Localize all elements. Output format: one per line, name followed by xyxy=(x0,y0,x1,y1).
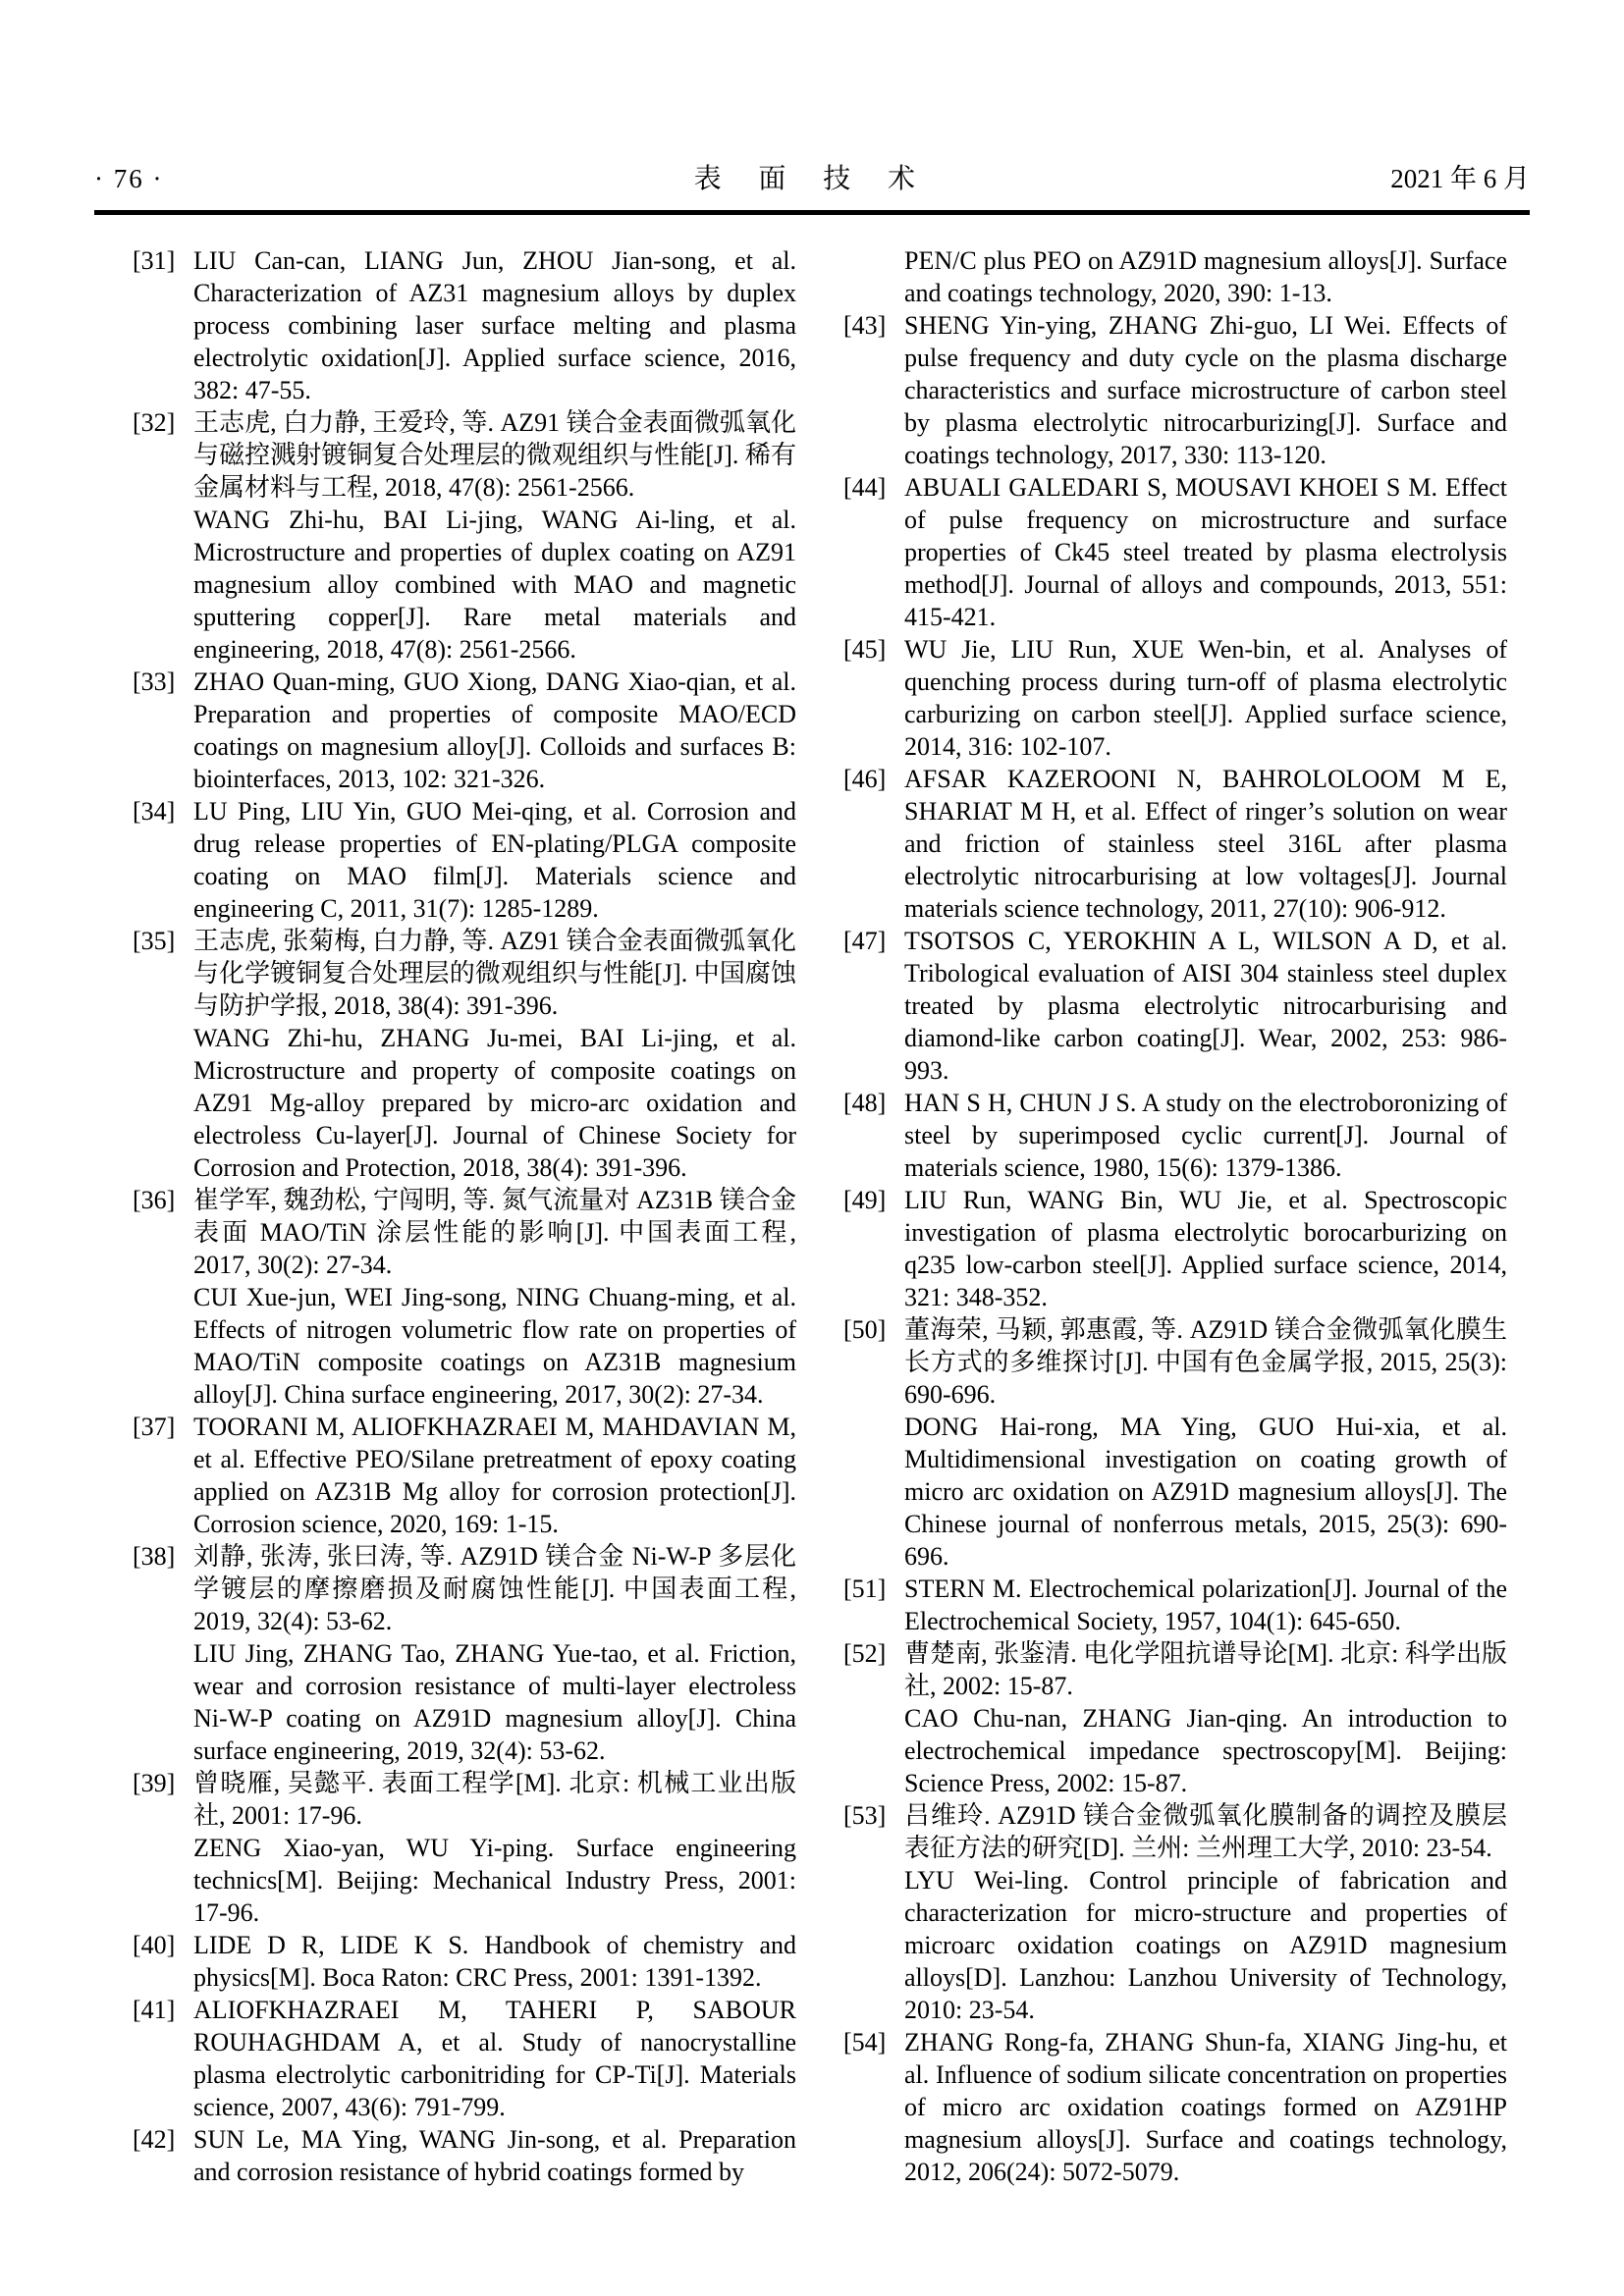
reference-body xyxy=(904,471,1507,633)
reference-text: PEN/C plus PEO on AZ91D magnesium alloys[J]. Surface and coatings technology, 2020, 390: 1-13. xyxy=(904,246,1507,307)
reference-number: [50] xyxy=(843,1315,887,1344)
reference-translation-text: CUI Xue-jun, WEI Jing-song, NING Chuang-ming, et al. Effects of nitrogen volumetric flow rate on properties of MAO/TiN composite coatings on AZ31B magnesium alloy[J]. China surface engineering, 2017, 30(2): 27-34. xyxy=(193,1283,796,1409)
reference-translation-text: LIU Jing, ZHANG Tao, ZHANG Yue-tao, et al. Friction, wear and corrosion resistance of multi-layer electroless Ni-W-P coating on AZ91D magnesium alloy[J]. China surface engineering, 2019, 32(4): 53-62. xyxy=(193,1639,796,1765)
reference-text: 吕维玲. AZ91D 镁合金微弧氧化膜制备的调控及膜层表征方法的研究[D]. 兰州: 兰州理工大学, 2010: 23-54. xyxy=(904,1801,1507,1862)
reference-body xyxy=(904,1087,1507,1184)
reference-text: ALIOFKHAZRAEI M, TAHERI P, SABOUR ROUHAGHDAM A, et al. Study of nanocrystalline plasma electrolytic carbonitriding for CP-Ti[J]. Materials science, 2007, 43(6): 791-799. xyxy=(193,1996,796,2121)
references-column-left xyxy=(133,244,796,2188)
reference-text: LIDE D R, LIDE K S. Handbook of chemistry and physics[M]. Boca Raton: CRC Press, 2001: 1391-1392. xyxy=(193,1931,796,1992)
reference-text: SUN Le, MA Ying, WANG Jin-song, et al. Preparation and corrosion resistance of hybrid coatings formed by xyxy=(193,2125,796,2186)
reference-number: [51] xyxy=(843,1575,887,1603)
reference-number: [32] xyxy=(133,408,176,437)
reference-number: [47] xyxy=(843,927,887,955)
header-rule xyxy=(94,210,1530,215)
reference-text: 曾晓雁, 吴懿平. 表面工程学[M]. 北京: 机械工业出版社, 2001: 17-96. xyxy=(193,1769,796,1830)
reference-item xyxy=(133,406,796,666)
reference-text: 刘静, 张涛, 张曰涛, 等. AZ91D 镁合金 Ni-W-P 多层化学镀层的摩擦磨损及耐腐蚀性能[J]. 中国表面工程, 2019, 32(4): 53-62. xyxy=(193,1542,796,1635)
reference-text: ABUALI GALEDARI S, MOUSAVI KHOEI S M. Effect of pulse frequency on microstructure and surface properties of Ck45 steel treated by plasma electrolysis method[J]. Journal of alloys and compounds, 2013, 551: 415-421. xyxy=(904,473,1507,631)
reference-text: 王志虎, 白力静, 王爱玲, 等. AZ91 镁合金表面微弧氧化与磁控溅射镀铜复合处理层的微观组织与性能[J]. 稀有金属材料与工程, 2018, 47(8): 2561-2566. xyxy=(193,408,796,502)
reference-number: [40] xyxy=(133,1931,176,1959)
reference-body xyxy=(193,2123,796,2188)
reference-number: [34] xyxy=(133,797,176,826)
reference-body xyxy=(193,795,796,925)
page-header xyxy=(94,157,1530,196)
reference-number: [44] xyxy=(843,473,887,502)
reference-translation-text: ZENG Xiao-yan, WU Yi-ping. Surface engineering technics[M]. Beijing: Mechanical Industry Press, 2001: 17-96. xyxy=(193,1834,796,1927)
reference-item xyxy=(843,471,1507,633)
reference-body xyxy=(193,406,796,666)
reference-number: [31] xyxy=(133,246,176,275)
reference-text: ZHANG Rong-fa, ZHANG Shun-fa, XIANG Jing-hu, et al. Influence of sodium silicate concentration on properties of micro arc oxidation coatings formed on AZ91HP magnesium alloys[J]. Surface and coatings technology, 2012, 206(24): 5072-5079. xyxy=(904,2028,1507,2186)
reference-item xyxy=(843,1573,1507,1637)
reference-item xyxy=(843,1799,1507,2026)
reference-item xyxy=(133,1994,796,2123)
reference-item xyxy=(843,1087,1507,1184)
reference-body xyxy=(904,1799,1507,2026)
reference-text: STERN M. Electrochemical polarization[J]. Journal of the Electrochemical Society, 1957, 104(1): 645-650. xyxy=(904,1575,1507,1635)
reference-item xyxy=(843,763,1507,925)
reference-number: [37] xyxy=(133,1413,176,1441)
reference-number: [42] xyxy=(133,2125,176,2154)
reference-text: LIU Run, WANG Bin, WU Jie, et al. Spectroscopic investigation of plasma electrolytic borocarburizing on q235 low-carbon steel[J]. Applied surface science, 2014, 321: 348-352. xyxy=(904,1186,1507,1311)
reference-text: TOORANI M, ALIOFKHAZRAEI M, MAHDAVIAN M, et al. Effective PEO/Silane pretreatment of epoxy coating applied on AZ31B Mg alloy for corrosion protection[J]. Corrosion science, 2020, 169: 1-15. xyxy=(193,1413,796,1538)
reference-translation-text: DONG Hai-rong, MA Ying, GUO Hui-xia, et al. Multidimensional investigation on coating growth of micro arc oxidation on AZ91D magnesium alloys[J]. The Chinese journal of nonferrous metals, 2015, 25(3): 690-696. xyxy=(904,1413,1507,1571)
reference-text: 董海荣, 马颖, 郭惠霞, 等. AZ91D 镁合金微弧氧化膜生长方式的多维探讨[J]. 中国有色金属学报, 2015, 25(3): 690-696. xyxy=(904,1315,1507,1409)
reference-translation-text: LYU Wei-ling. Control principle of fabrication and characterization for micro-structure and properties of microarc oxidation coatings on AZ91D magnesium alloys[D]. Lanzhou: Lanzhou University of Technology, 2010: 23-54. xyxy=(904,1866,1507,2024)
reference-number: [45] xyxy=(843,635,887,664)
reference-body xyxy=(193,244,796,406)
reference-number: [48] xyxy=(843,1089,887,1117)
reference-body xyxy=(193,1184,796,1411)
reference-number: [33] xyxy=(133,667,176,696)
reference-body xyxy=(904,309,1507,471)
reference-body xyxy=(193,666,796,795)
reference-number: [46] xyxy=(843,765,887,793)
reference-item xyxy=(843,1313,1507,1573)
reference-number: [43] xyxy=(843,311,887,340)
reference-text: 曹楚南, 张鉴清. 电化学阻抗谱导论[M]. 北京: 科学出版社, 2002: 15-87. xyxy=(904,1639,1507,1700)
reference-body xyxy=(904,2026,1507,2188)
reference-translation-text: CAO Chu-nan, ZHANG Jian-qing. An introduction to electrochemical impedance spectroscopy[M]. Beijing: Science Press, 2002: 15-87. xyxy=(904,1704,1507,1797)
reference-body xyxy=(904,244,1507,309)
reference-item xyxy=(133,1411,796,1540)
reference-item xyxy=(843,309,1507,471)
reference-text: SHENG Yin-ying, ZHANG Zhi-guo, LI Wei. Effects of pulse frequency and duty cycle on the plasma discharge characteristics and surface microstructure of carbon steel by plasma electrolytic nitrocarburizing[J]. Surface and coatings technology, 2017, 330: 113-120. xyxy=(904,311,1507,469)
reference-text: 崔学军, 魏劲松, 宁闯明, 等. 氮气流量对 AZ31B 镁合金表面 MAO/TiN 涂层性能的影响[J]. 中国表面工程, 2017, 30(2): 27-34. xyxy=(193,1186,796,1279)
references-column-right xyxy=(843,244,1507,2188)
reference-item xyxy=(133,795,796,925)
reference-item xyxy=(843,2026,1507,2188)
reference-text: AFSAR KAZEROONI N, BAHROLOLOOM M E, SHARIAT M H, et al. Effect of ringer’s solution on wear and friction of stainless steel 316L after plasma electrolytic nitrocarburising at low voltages[J]. Journal materials science technology, 2011, 27(10): 906-912. xyxy=(904,765,1507,923)
reference-number: [39] xyxy=(133,1769,176,1797)
reference-item xyxy=(133,1184,796,1411)
reference-item xyxy=(133,925,796,1184)
reference-number: [36] xyxy=(133,1186,176,1214)
reference-item xyxy=(843,1637,1507,1799)
reference-item xyxy=(133,1540,796,1767)
references-section xyxy=(133,244,1507,2188)
reference-item xyxy=(133,666,796,795)
reference-item xyxy=(843,925,1507,1087)
reference-item xyxy=(133,2123,796,2188)
reference-number: [38] xyxy=(133,1542,176,1571)
reference-number: [35] xyxy=(133,927,176,955)
reference-number: [49] xyxy=(843,1186,887,1214)
reference-number: [53] xyxy=(843,1801,887,1830)
reference-item xyxy=(133,1929,796,1994)
reference-item xyxy=(843,1184,1507,1313)
reference-item xyxy=(843,633,1507,763)
issue-date: 2021 年 6 月 xyxy=(1390,164,1530,193)
reference-text: LIU Can-can, LIANG Jun, ZHOU Jian-song, et al. Characterization of AZ31 magnesium alloys by duplex process combining laser surface melting and plasma electrolytic oxidation[J]. Applied surface science, 2016, 382: 47-55. xyxy=(193,246,796,404)
reference-body xyxy=(193,1767,796,1929)
reference-body xyxy=(904,763,1507,925)
reference-item xyxy=(133,244,796,406)
reference-text: HAN S H, CHUN J S. A study on the electroboronizing of steel by superimposed cyclic current[J]. Journal of materials science, 1980, 15(6): 1379-1386. xyxy=(904,1089,1507,1182)
reference-body xyxy=(904,1313,1507,1573)
reference-text: 王志虎, 张菊梅, 白力静, 等. AZ91 镁合金表面微弧氧化与化学镀铜复合处理层的微观组织与性能[J]. 中国腐蚀与防护学报, 2018, 38(4): 391-396. xyxy=(193,927,796,1020)
reference-body xyxy=(904,1637,1507,1799)
reference-body xyxy=(193,1540,796,1767)
reference-text: WU Jie, LIU Run, XUE Wen-bin, et al. Analyses of quenching process during turn-off of plasma electrolytic carburizing on carbon steel[J]. Applied surface science, 2014, 316: 102-107. xyxy=(904,635,1507,761)
reference-body xyxy=(193,1411,796,1540)
reference-item-continuation xyxy=(843,244,1507,309)
reference-text: TSOTSOS C, YEROKHIN A L, WILSON A D, et al. Tribological evaluation of AISI 304 stainless steel duplex treated by plasma electrolytic nitrocarburising and diamond-like carbon coating[J]. Wear, 2002, 253: 986-993. xyxy=(904,927,1507,1085)
reference-number: [54] xyxy=(843,2028,887,2056)
reference-number: [52] xyxy=(843,1639,887,1668)
reference-body xyxy=(904,633,1507,763)
reference-number: [41] xyxy=(133,1996,176,2024)
reference-body xyxy=(193,1994,796,2123)
reference-body xyxy=(193,925,796,1184)
page-number: · 76 · xyxy=(94,164,164,193)
journal-title: 表 面 技 术 xyxy=(693,164,931,194)
reference-text: ZHAO Quan-ming, GUO Xiong, DANG Xiao-qian, et al. Preparation and properties of composite MAO/ECD coatings on magnesium alloy[J]. Colloids and surfaces B: biointerfaces, 2013, 102: 321-326. xyxy=(193,667,796,793)
reference-body xyxy=(904,925,1507,1087)
reference-body xyxy=(193,1929,796,1994)
reference-item xyxy=(133,1767,796,1929)
reference-text: LU Ping, LIU Yin, GUO Mei-qing, et al. Corrosion and drug release properties of EN-plating/PLGA composite coating on MAO film[J]. Materials science and engineering C, 2011, 31(7): 1285-1289. xyxy=(193,797,796,923)
reference-translation-text: WANG Zhi-hu, BAI Li-jing, WANG Ai-ling, et al. Microstructure and properties of duplex coating on AZ91 magnesium alloy combined with MAO and magnetic sputtering copper[J]. Rare metal materials and engineering, 2018, 47(8): 2561-2566. xyxy=(193,506,796,664)
reference-body xyxy=(904,1184,1507,1313)
reference-translation-text: WANG Zhi-hu, ZHANG Ju-mei, BAI Li-jing, et al. Microstructure and property of composite coatings on AZ91 Mg-alloy prepared by micro-arc oxidation and electroless Cu-layer[J]. Journal of Chinese Society for Corrosion and Protection, 2018, 38(4): 391-396. xyxy=(193,1024,796,1182)
reference-body xyxy=(904,1573,1507,1637)
